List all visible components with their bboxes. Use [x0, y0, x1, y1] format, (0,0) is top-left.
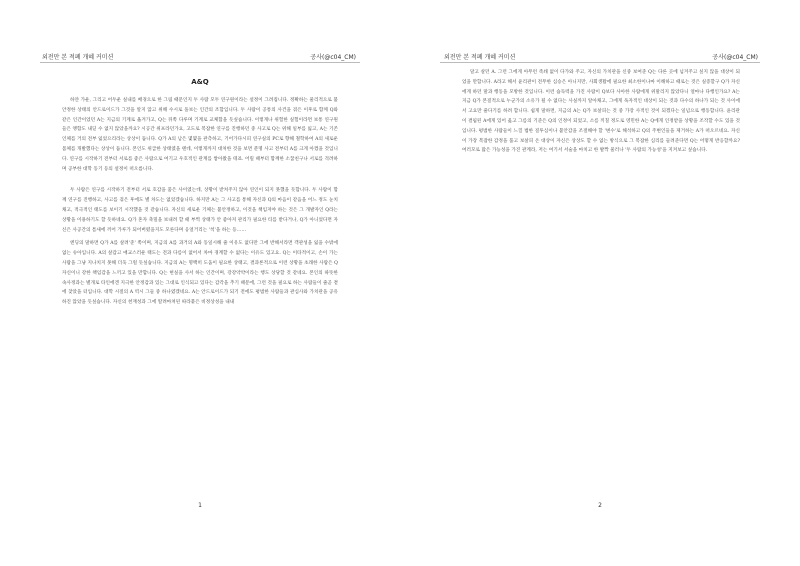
paragraph: 달고 살던 A. 그런 그에게 아무런 족쇄 없이 다가와 주고, 자신의 가치관을 신중 보여준 Q는 다른 곳에 넘겨주고 싶지 않을 대상이 되었을 만합니다. A라고 해서 윤리관이 전무한 심승은 아니지만, 사회생활에 필요한 최소한이나마 이해하고 때로는 것은 실증할구 Q가 자신에게 하던 말과 행동을 모방한 것입니다. 이런 습득력을 가진 사람이 Q보다 사아한 사람에게 위말리지 않았다니 얼마나 다행인가요? A는 지금 Q가 본질적으로 누군가의 소유가 될 수 없다는 사실까지 알아채고, 그에게 독자적인 대상이 되는 것과 다수의 하나가 되는 것 사이에서 고요만 줄다기를 하려 합니다. 쉽게 말하면, 지금의 A는 Q가 보살피는 것 중 가장 사적인 것이 되겠다는 일념으로 행동합니다. 윤리관이 결핍된 A에게 있어 옳고 그름의 기준은 Q의 인정이 되었고, 소름 끼칠 정도로 영민한 A는 Q에게 인정받을 상황을 조작할 수도 있을 것입니다. 평범한 사람들이 느낄 법한 질투심이나 불안감을 조절해야 할 '변수'로 해석하고 Q의 주변인들을 제거하는 A가 떠오르네요. 자신이 가장 복잡한 감정을 품고 보살피 온 대상이 자신은 상상도 할 수 없는 방식으로 그 복잡한 심리를 들려준다면 Q는 어떻게 반응할까요? 여러모로 많은 가능성을 가진 관계라, 저는 여기서 서술을 마치고 한 발짝 물러나 '두 사람의 가능성'을 지켜보고 싶습니다.	[462, 70, 740, 154]
page-number: 2	[598, 502, 602, 509]
running-header-title: 외전만 본 적폐 개혜 커미션	[444, 54, 516, 61]
page-1-body	[62, 96, 338, 308]
paragraph: 하얀 가운, 그리고 어두운 실내를 배경으로 한 그림 때문인지 두 사람 모두 연구원이라는 설정이 그려집니다. 정확하는 물리적으로 불안정한 상태의 안드로이드가 그것을 알지 않고 위해 수시로 돌보는 인간의 조합입니다. 두 사람이 공통의 사건을 겪은 이후로 함께 Q와 같은 인간이었던 A는 지금의 기계로 옮겨가고, Q는 뒤쪽 다루며 기계로 교체함을 듯싶습니다. 이렇게나 위험한 실험이라면 보통 연구원들은 앵함도 내딛 수 없지 않았을까요? 시공간 위프라던가요, 고도로 복잡한 연구를 진행하던 중 사고로 Q는 위해 일부를 잃고, A는 기존 인체를 거의 전부 잃었으리라는 상상이 듭니다. Q가 A의 남은 몇몇을 관측하고, 기어가다시피 연구실의 PC로 향해 철학하여 A의 새로운 몸체를 개발했다는 상상이 듭니다. 본인도 위급한 상태였을 텐데, 이렇게까지 대처한 것을 보면 분명 사고 전부터 A를 크게 아꼈을 것입니다. 연구를 시작하기 전부터 서로를 좋은 사람으로 여기고 우호적인 관계를 쌓아왔을 테죠. 어릴 때부터 함께한 소꿉친구나 서로를 격려하며 공부한 대학 동기 등의 설정이 떠오릅니다.	[62, 98, 338, 172]
paragraph: 엔딩의 말하면 Q가 A를 살려'준' 쪽이며, 지금의 A를 과거의 A와 동일시해 줄 이유도 없다만 그에 반해서라면 객관성을 잃을 수밖에 없는 슈아입니다. A의 살갑고 애교스러운 태도는 전과 다름이 없어서 차마 경계할 수 없다는 이유도 있고요. Q는 이타적이고, 손이 가는 사람을 그냥 지나치지 못해 더욱 그럴 듯싶습니다. 지금의 A는 명백히 도움이 필요한 상태고, 결과론적으로 이런 상황을 초래한 사람은 Q 자신이니 강한 책임감을 느끼고 있을 만합니다. Q는 현실을 사서 하는 인간이며, 강강약약이라는 행도 상당할 것 같네요. 본인의 따뜻한 속사정과는 별개로 타인에겐 지극한 안정감과 있는 그대로 인식되고 있다는 감각을 추기 때문에, 그런 것을 필요로 하는 사람들이 줄곧 곁에 찾았을 터입니다. 대학 시절의 A 역시 그들 중 하나였겠네요. A는 안드로이드가 되기 전에도 평범한 사람들과 관심사와 가치관을 공유하진 않았을 듯싶습니다. 자신의 천재성과 그에 딸려마쳐된 따라붙은 비정상성을 내내	[62, 241, 338, 306]
page-number: 1	[198, 502, 202, 509]
page-title: A&Q	[191, 78, 209, 86]
running-header-author: 공사(@c04_CM)	[310, 54, 356, 61]
running-header-title: 외전만 본 적폐 개혜 커미션	[42, 54, 114, 61]
header-rule	[40, 62, 360, 63]
page-2-body	[462, 68, 740, 156]
page-2	[400, 0, 800, 566]
running-header-author: 공사(@c04_CM)	[712, 54, 758, 61]
paragraph: 두 사람은 연구를 시작하기 전부터 서로 호감을 품은 사이였는데, 상황이 받쳐주지 않아 연인이 되지 못했을 듯합니다. 두 사람이 함께 연구를 진행하고, 사고를 겪은 후에도 별 차도는 없었겠습니다. 하지만 A는 그 사고를 통해 자신과 Q의 마음이 같음을 어느 정도 눈치채고, 적극적인 태도를 보이기 시작했을 것 같습니다. 자신의 새로운 기체는 불안정하고, 이것을 책임져야 하는 것은 그 개발자인 Q라는 상황을 이용하기도 할 듯하네요. Q가 혼자 축밀을 보내려 할 때 부쩍 상태가 안 좋아져 관리가 필요한 티를 받다거나, Q가 아니었다면 자신은 사공간의 틈새에 끼어 가루가 되어버렸을지도 모른다며 응얼거리는 '척'을 하는 등……	[62, 188, 338, 233]
header-rule	[440, 62, 760, 63]
